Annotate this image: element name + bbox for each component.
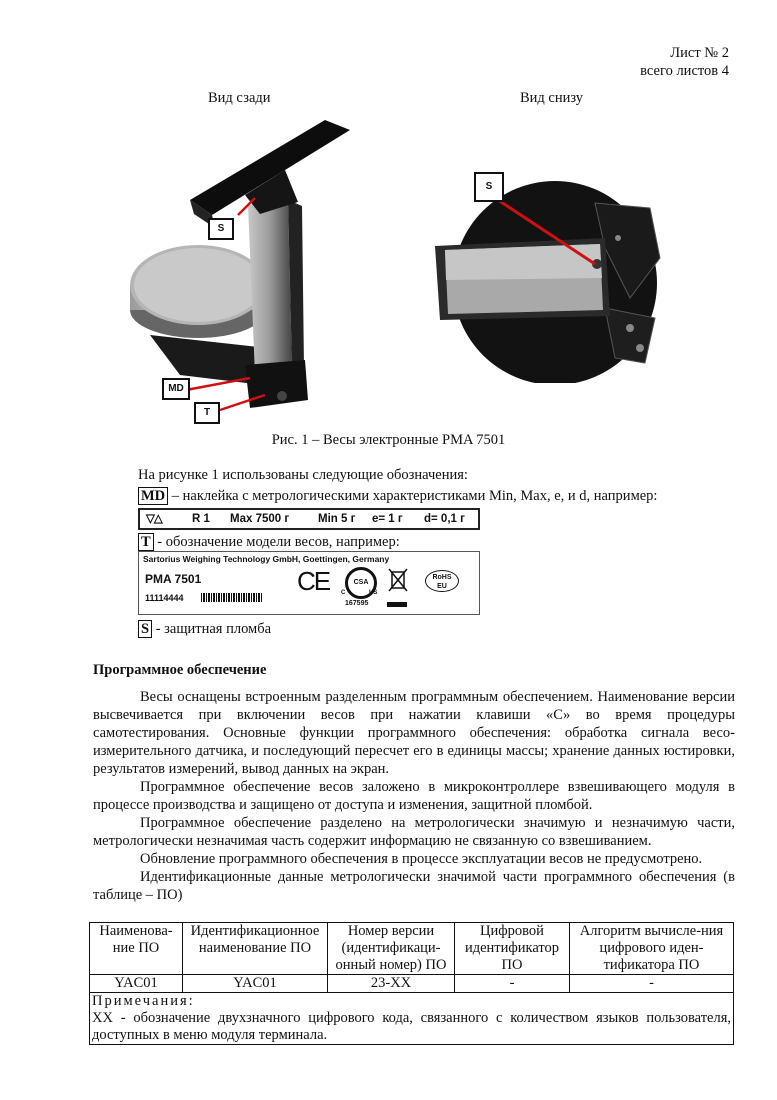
csa-mark-icon: CSA bbox=[345, 567, 377, 599]
legend-md-key: MD bbox=[138, 487, 168, 505]
table-cell: YAC01 bbox=[90, 975, 183, 993]
t-label: T bbox=[194, 402, 220, 424]
legend-t-line bbox=[138, 533, 400, 551]
table-header: Номер версии (идентификаци-онный номер) ПО bbox=[328, 923, 455, 975]
md-sticker-min: Min 5 г bbox=[318, 513, 356, 525]
rohs-text: RoHS bbox=[432, 574, 452, 581]
software-id-table bbox=[89, 922, 734, 1045]
back-view-title: Вид сзади bbox=[208, 90, 271, 106]
nameplate-model: PMA 7501 bbox=[145, 572, 202, 586]
scale-back-view-image bbox=[120, 110, 370, 420]
md-label: MD bbox=[162, 378, 190, 400]
legend-s-text: - защитная пломба bbox=[155, 621, 272, 637]
notes-text: XX - обозначение двухзначного цифрового кода, связанного с количеством языков пользователя, доступных в меню модуля терминала. bbox=[92, 1010, 731, 1043]
table-cell: YAC01 bbox=[183, 975, 328, 993]
legend-md-text: – наклейка с метрологическими характеристиками Min, Max, e, и d, например: bbox=[171, 488, 658, 504]
table-cell: - bbox=[570, 975, 734, 993]
table-header: Идентификационное наименование ПО bbox=[183, 923, 328, 975]
sheet-number bbox=[640, 44, 729, 80]
table-header-row bbox=[90, 923, 734, 975]
rohs-sub: EU bbox=[437, 583, 447, 590]
md-sticker bbox=[138, 508, 480, 530]
software-text bbox=[93, 688, 735, 904]
scale-back-view-drawing bbox=[120, 110, 370, 420]
nameplate-maker: Sartorius Weighing Technology GmbH, Goettingen, Germany bbox=[143, 554, 390, 564]
figure-caption: Рис. 1 – Весы электронные PMA 7501 bbox=[271, 432, 506, 448]
software-paragraph-2: Программное обеспечение весов заложено в микроконтроллере взвешивающего модуля в процессе производства и защищено от доступа и изменения, защитной пломбой. bbox=[93, 779, 735, 813]
seal-label-bottom: S bbox=[474, 172, 504, 202]
sheet-line-2: всего листов 4 bbox=[640, 63, 729, 79]
csa-c: C bbox=[341, 590, 346, 596]
rohs-mark-icon bbox=[425, 570, 459, 592]
software-paragraph-3: Программное обеспечение разделено на метрологически значимую и незначимую части, метрологически незначимая часть содержит информацию не связанную со взвешиванием. bbox=[93, 815, 735, 849]
legend-t-text: - обозначение модели весов, например: bbox=[157, 534, 400, 550]
weee-bar bbox=[387, 602, 407, 607]
legend-s-line bbox=[138, 620, 271, 638]
nameplate-serial: 11114444 bbox=[145, 593, 184, 603]
model-nameplate bbox=[138, 551, 480, 615]
legend-s-key: S bbox=[138, 620, 152, 638]
notes-title: Примечания: bbox=[92, 993, 195, 1009]
weee-bin-icon bbox=[387, 566, 409, 592]
seal-label-back: S bbox=[208, 218, 234, 240]
nameplate-barcode bbox=[201, 593, 263, 602]
legend-intro: На рисунке 1 использованы следующие обозначения: bbox=[138, 467, 468, 483]
bottom-view-title: Вид снизу bbox=[520, 90, 584, 106]
csa-number: 167595 bbox=[345, 600, 369, 607]
software-paragraph-5: Идентификационные данные метрологически значимой части программного обеспечения (в таблице – ПО) bbox=[93, 869, 735, 903]
table-header: Цифровой идентификатор ПО bbox=[455, 923, 570, 975]
table-row bbox=[90, 975, 734, 993]
software-paragraph-4: Обновление программного обеспечения в процессе эксплуатации весов не предусмотрено. bbox=[140, 851, 703, 867]
table-header: Алгоритм вычисле-ния цифрового иден-тификатора ПО bbox=[570, 923, 734, 975]
sheet-line-1: Лист № 2 bbox=[670, 45, 729, 61]
md-sticker-class: R 1 bbox=[192, 513, 210, 525]
legend-md-line bbox=[138, 487, 657, 505]
csa-us: US bbox=[369, 590, 378, 596]
table-cell: - bbox=[455, 975, 570, 993]
software-paragraph-1: Весы оснащены встроенным разделенным программным обеспечением. Наименование версии высвечивается при включении весов при нажатии клавиши «C» во время процедуры самотестирования. Основные функции программного обеспечения: обработка сигнала весо-измерительного датчика, и последующий пересчет его в единицы массы; хранение данных юстировки, результатов измерений, вывод данных на экран. bbox=[93, 689, 735, 777]
scale-bottom-view-image bbox=[430, 168, 670, 383]
legend-t-key: T bbox=[138, 533, 154, 551]
table-notes bbox=[90, 993, 734, 1045]
ce-mark-icon: CE bbox=[297, 566, 330, 596]
scale-bottom-view-drawing bbox=[430, 168, 670, 383]
table-cell: 23-XX bbox=[328, 975, 455, 993]
md-sticker-e: e= 1 г bbox=[372, 513, 403, 525]
scale-symbol-icon: ▽△ bbox=[146, 513, 162, 525]
md-sticker-max: Max 7500 г bbox=[230, 513, 290, 525]
software-heading: Программное обеспечение bbox=[93, 662, 267, 678]
table-notes-row bbox=[90, 993, 734, 1045]
table-header: Наименова-ние ПО bbox=[90, 923, 183, 975]
md-sticker-d: d= 0,1 г bbox=[424, 513, 465, 525]
